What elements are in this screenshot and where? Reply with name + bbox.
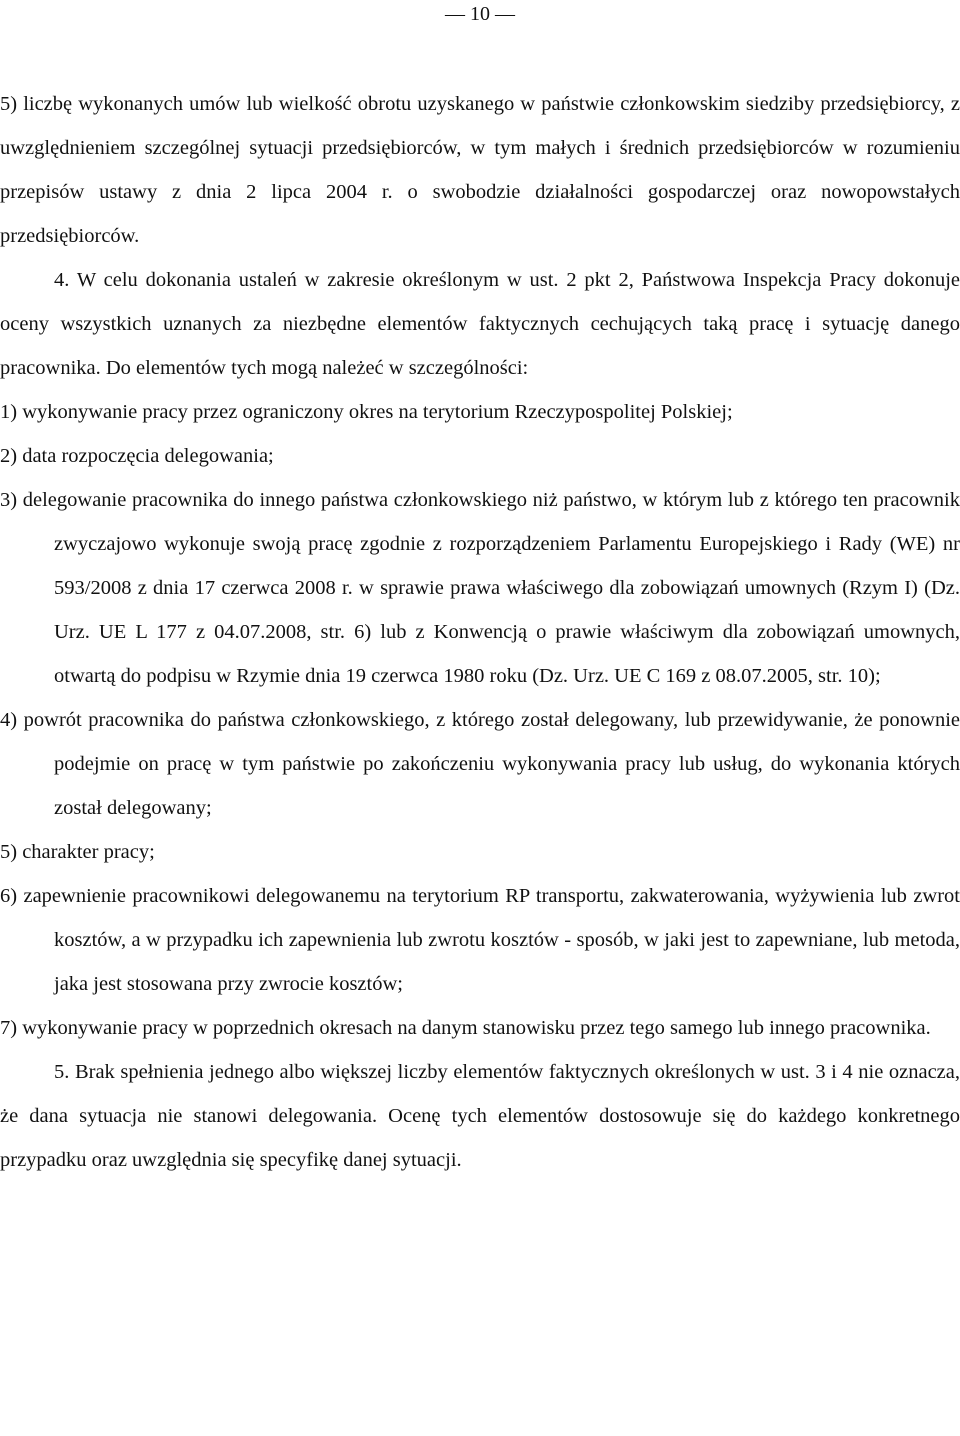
list-item-4: 4) powrót pracownika do państwa członkowskiego, z którego został delegowany, lub przewidywanie, że ponownie podejmie on pracę w tym państwie po zakończeniu wykonywania pracy lub usług, do wykonania których został delegowany;: [0, 709, 960, 819]
document-body: [0, 82, 960, 1182]
paragraph-item-5: 5) liczbę wykonanych umów lub wielkość obrotu uzyskanego w państwie członkowskim siedziby przedsiębiorcy, z uwzględnieniem szczególnej sytuacji przedsiębiorców, w tym małych i średnich przedsiębiorców w rozumieniu przepisów ustawy z dnia 2 lipca 2004 r. o swobodzie działalności gospodarczej oraz nowopowstałych przedsiębiorców.: [0, 93, 960, 247]
list-item-5: 5) charakter pracy;: [0, 841, 155, 863]
page-number: — 10 —: [445, 3, 515, 25]
paragraph-section-4: 4. W celu dokonania ustaleń w zakresie określonym w ust. 2 pkt 2, Państwowa Inspekcja Pracy dokonuje oceny wszystkich uznanych za niezbędne elementów faktycznych cechujących taką pracę i sytuację danego pracownika. Do elementów tych mogą należeć w szczególności:: [0, 269, 960, 379]
paragraph-section-5: 5. Brak spełnienia jednego albo większej liczby elementów faktycznych określonych w ust. 3 i 4 nie oznacza, że dana sytuacja nie stanowi delegowania. Ocenę tych elementów dostosowuje się do każdego konkretnego przypadku oraz uwzględnia się specyfikę danej sytuacji.: [0, 1061, 960, 1171]
list-item-7: 7) wykonywanie pracy w poprzednich okresach na danym stanowisku przez tego samego lub innego pracownika.: [0, 1017, 931, 1039]
list-item-3: 3) delegowanie pracownika do innego państwa członkowskiego niż państwo, w którym lub z którego ten pracownik zwyczajowo wykonuje swoją pracę zgodnie z rozporządzeniem Parlamentu Europejskiego i Rady (WE) nr 593/2008 z dnia 17 czerwca 2008 r. w sprawie prawa właściwego dla zobowiązań umownych (Rzym I) (Dz. Urz. UE L 177 z 04.07.2008, str. 6) lub z Konwencją o prawie właściwym dla zobowiązań umownych, otwartą do podpisu w Rzymie dnia 19 czerwca 1980 roku (Dz. Urz. UE C 169 z 08.07.2005, str. 10);: [0, 489, 960, 687]
list-item-6: 6) zapewnienie pracownikowi delegowanemu na terytorium RP transportu, zakwaterowania, wyżywienia lub zwrot kosztów, a w przypadku ich zapewnienia lub zwrotu kosztów - sposób, w jaki jest to zapewniane, lub metoda, jaka jest stosowana przy zwrocie kosztów;: [0, 885, 960, 995]
list-item-1: 1) wykonywanie pracy przez ograniczony okres na terytorium Rzeczypospolitej Polskiej;: [0, 401, 733, 423]
list-item-2: 2) data rozpoczęcia delegowania;: [0, 445, 274, 467]
